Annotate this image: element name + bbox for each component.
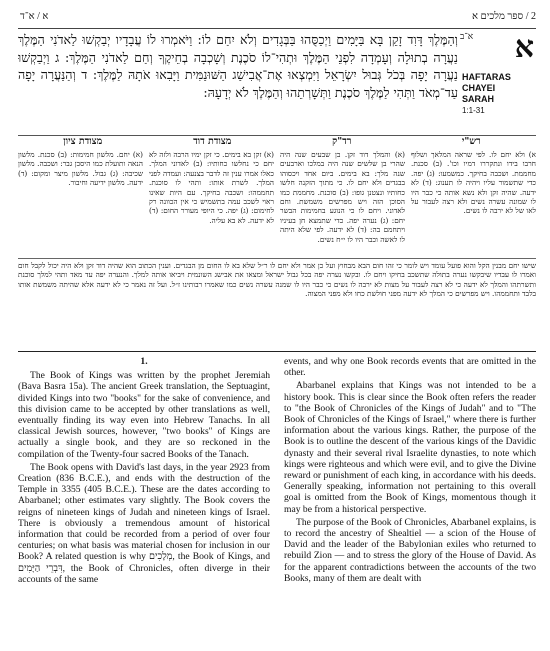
header-rule — [18, 28, 536, 29]
english-rule — [18, 351, 536, 352]
page-number-right: 2 — [531, 10, 536, 22]
note-paragraph: Abarbanel explains that Kings was not intended to be a history book. This is clear since the Book often refers the reader to "the Book of Chronicles of the Kings of Judah" and to "The Book of Chronicles of the Kings of Israel," where there is further information about the various kings. Rather, the purpose of the Book is to outline the descent of the various kings of the Davidic dynasty and their several rival Israelite dynasties, to note which kings were righteous and which were evil, and to give the Divine reward or punishment of each king, in accordance with his deeds. Generally speaking, information not pertaining to this overall goal is omitted from the Book of Kings, momentous though it may be from a historical perspective. — [284, 380, 536, 515]
heading-metzudas-david: מצודת דוד — [193, 136, 232, 147]
haftaras-line-1: HAFTARAS — [462, 72, 511, 82]
haftaras-ref: 1:1-31 — [462, 106, 485, 115]
page-header — [20, 6, 536, 26]
heading-rashi: רש"י — [461, 136, 481, 147]
scripture-verses: וְהַמֶּלֶךְ דָּוִד זָקֵן בָּא בַּיָּמִים וַיְכַסֻּהוּ בַּבְּגָדִים וְלֹא יִחַם לוֹ: וַיֹּאמְרוּ לוֹ עֲבָדָיו יְבַקְשׁוּ לַאדֹנִי הַמֶּלֶךְ נַעֲרָה בְתוּלָה וְעָמְדָה לִפְנֵי הַמֶּלֶךְ וּתְהִי־לוֹ סֹכֶנֶת וְשָׁכְבָה בְחֵיקֶךָ וְחַם לַאדֹנִי הַמֶּלֶךְ: ג וַיְבַקְשׁוּ נַעֲרָה יָפָה בְּכֹל גְּבוּל יִשְׂרָאֵל וַיִּמְצְאוּ אֶת־אֲבִישַׁג הַשּׁוּנַמִּית וַיָּבִאוּ אֹתָהּ לַמֶּלֶךְ: ד וְהַנַּעֲרָה יָפָה עַד־מְאֹד וַתְּהִי לַמֶּלֶךְ סֹכֶנֶת וַתְּשָׁרְתֵהוּ וְהַמֶּלֶךְ לֹא יְדָעָהּ: — [18, 32, 458, 100]
note-paragraph: events, and why one Book records events that are omitted in the other. — [284, 356, 536, 379]
note-paragraph: The Book of Kings was written by the prophet Jeremiah (Bava Basra 15a). The ancient Greek translation, the Septuagint, divided Kings into two "books" for the sake of convenience, and this division came to be accepted by other translations as well, eventually finding its way even into Hebrew Tanachs. In all classical Jewish sources, however, "two books" of Kings are actually a single book, and they are so reckoned in the compilation of the Twenty-four sacred Books of the Tanach. — [18, 370, 270, 460]
haftaras-note — [462, 72, 534, 116]
note-number: 1. — [140, 356, 148, 367]
haftaras-line-3: SARAH — [462, 94, 495, 104]
chapter-letter: א — [514, 30, 534, 65]
note-paragraph: The purpose of the Book of Chronicles, Abarbanel explains, is to record the ancestry of Shealtiel — a scion of the House of David and the leader of the Babylonian exiles who returned to rebuild Zion — and to stress the glory of the House of David. As for the apparent contradictions between the accounts of the two Books, many of them are dealt with — [284, 516, 536, 584]
note-paragraph: The Book opens with David's last days, in the year 2923 from Creation (836 B.C.E.), and ends with the destruction of the Temple in 3355 (405 B.C.E.). These are the dates according to Abarbanel; other estimates vary slightly. The Book covers the reigns of nineteen kings of Judah and nineteen kings of Israel. There is obviously a tremendous amount of historical information that could be recorded from a period of over four centuries; on what basis was material chosen for inclusion in our Book? A related question is why מְלָכִים, the Book of Kings, and דִּבְרֵי הַיָּמִים, the Book of Chronicles, often diverge in their accounts of the same — [18, 461, 270, 585]
commentary-metzudas-tzion: (א) יחם. מלשון חמימות: (ב) סכנת. מלשון הנאה ותועלת כמו היסכן גבר: ושכבה. מלשון שכיבה: (ג) גבול. מלשון מיצר ומקום: (ד) ידעה. מלשון ידיעה וחיבור. — [18, 150, 143, 188]
english-column-left — [18, 356, 270, 647]
haftaras-line-2: CHAYEI — [462, 83, 496, 93]
english-notes — [18, 356, 536, 647]
heading-metzudas-tzion: מצודת ציון — [63, 136, 103, 147]
chapter-reference: א / א־ד — [20, 10, 49, 22]
heading-radak: רד"ק — [332, 136, 352, 147]
commentary-columns — [18, 150, 536, 256]
verse-range-label: א־ב — [460, 32, 474, 42]
wide-commentary: שישו יחם מבנין הקל והוא פועל עומד ויש לומר כי זהו חום הבא מבחוץ ועל כן אמר ולא יחם לו ר״ל שלא בא לו החום מן הבגדים. וענין הכתוב הוא שהיה דוד זקן ולא היה יכול לקבל חום ואמרו לו עבדיו שיבקשו נערה בתולה שתשכב בחיקו ויחם לו. ובקשו נערה יפה בכל גבול ישראל ומצאו את אבישג השונמית ויביאו אותה למלך. והנערה יפה עד מאד ותהי למלך סוכנת ותשרתהו והמלך לא ידעה כי לא רצה לעבור על מצות לא ירבה לו נשים כי כבר היו לו שמנה עשרה נשים כמו שאמרו רבותינו ז״ל. ועל זה נאמר כי לא ידעה אלא שהיתה משמשת אותו בלבד ותחממהו. ויש מפרשים כי המלך לא ידעה מפני חולשת כחו ולא מפני המצוה. — [18, 258, 536, 346]
commentary-metzudas-david: (א) זקן בא בימים. כי זקן ימיו הרבה ולזה לא יחם כי נחלשו כחותיו: (ב) לאדוני המלך. כאלו אמרו ענין זה לדבר בצנעה: ועמדה לפני המלך. לשרת אותו: ותהי לו סוכנת. תחממהו: ושכבה בחיקך. עם היות שאינו ראוי לשכב עמה בתשמיש כי אין הכוונה רק לחימום: (ג) יפה. כי היופי מעורר החום: (ד) לא ידעה. לא בא עליה. — [149, 150, 274, 225]
commentary-rashi: א) ולא יחם לו. לפי שראה המלאך ושלוף חרבו בידו ונתקררו דמיו וכו'. (ב) סכנת. מחממת. ושכבה בחיקך. כמשמעו: (ג) יפה. כדי שתשמור עליו ויהיה לו תענוג: (ד) לא ידעה. שהיה זקן ולא נשא אותה כי כבר היו לו שמונה עשרה נשים ולא רצה לעבור על לאו של לא ירבה לו נשים. — [411, 150, 536, 216]
running-title: 2 / ספר מלכים א — [472, 10, 536, 22]
commentary-radak: (א) והמלך דוד זקן. בן שבעים שנה היה שהרי בן שלשים שנה היה במלכו וארבעים שנה מלך: בא בימים. ביום אחד ויכסוהו בבגדים ולא יחם לו. כי מתוך הזקנה חלשו כחותיו ונצטנן גופו: (ב) סוכנת. מחממת כמו הסוכן הזה ויש מפרשים משמשת. וחם לאדוני. ויחם לו כי הנוגע בחמימות הבשר יחם: (ג) נערה יפה. כדי שתמצא חן בעיניו ויתחמם בה: (ד) לא ידעה. לפי שלא היתה לו לאשה וכבר היו לו י״ח נשים. — [280, 150, 405, 244]
english-column-right — [284, 356, 536, 647]
book-title: ספר מלכים א — [472, 10, 524, 22]
page-number — [20, 11, 48, 22]
commentary-headings — [18, 136, 536, 149]
